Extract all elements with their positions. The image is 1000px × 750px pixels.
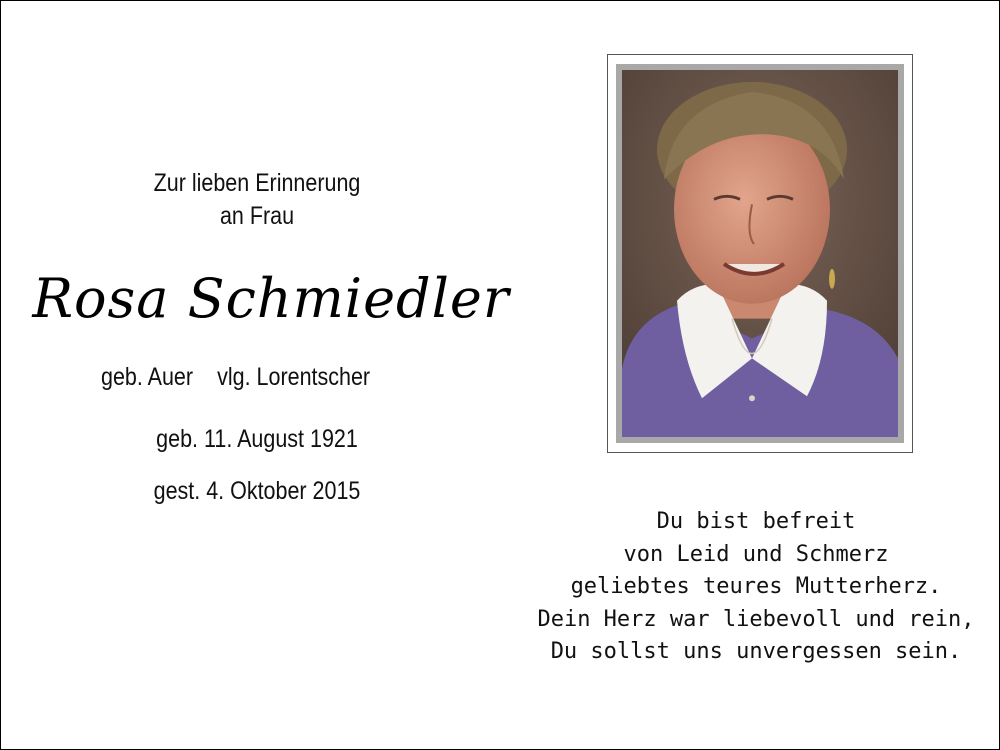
maiden-name: geb. Auer [101, 363, 194, 391]
poem-line: von Leid und Schmerz [623, 541, 889, 567]
portrait-frame [607, 54, 913, 453]
deceased-name: Rosa Schmiedler [32, 267, 510, 330]
portrait-photo [622, 70, 898, 437]
vulgo-name: vlg. Lorentscher [217, 363, 371, 391]
poem-line: Du bist befreit [656, 509, 856, 534]
birth-date: geb. 11. August 1921 [156, 425, 358, 453]
birthname-line [101, 363, 370, 392]
intro-line-2: an Frau [219, 202, 295, 230]
poem-line: Dein Herz war liebevoll und rein, [537, 606, 975, 632]
memorial-poem [531, 506, 981, 669]
poem-line: geliebtes teures Mutterherz. [570, 574, 942, 599]
portrait-mat [616, 64, 904, 443]
poem-line: Du sollst uns unvergessen sein. [550, 639, 962, 664]
death-date: gest. 4. Oktober 2015 [153, 477, 361, 505]
intro-line-1: Zur lieben Erinnerung [153, 169, 361, 197]
intro-text [85, 167, 429, 233]
